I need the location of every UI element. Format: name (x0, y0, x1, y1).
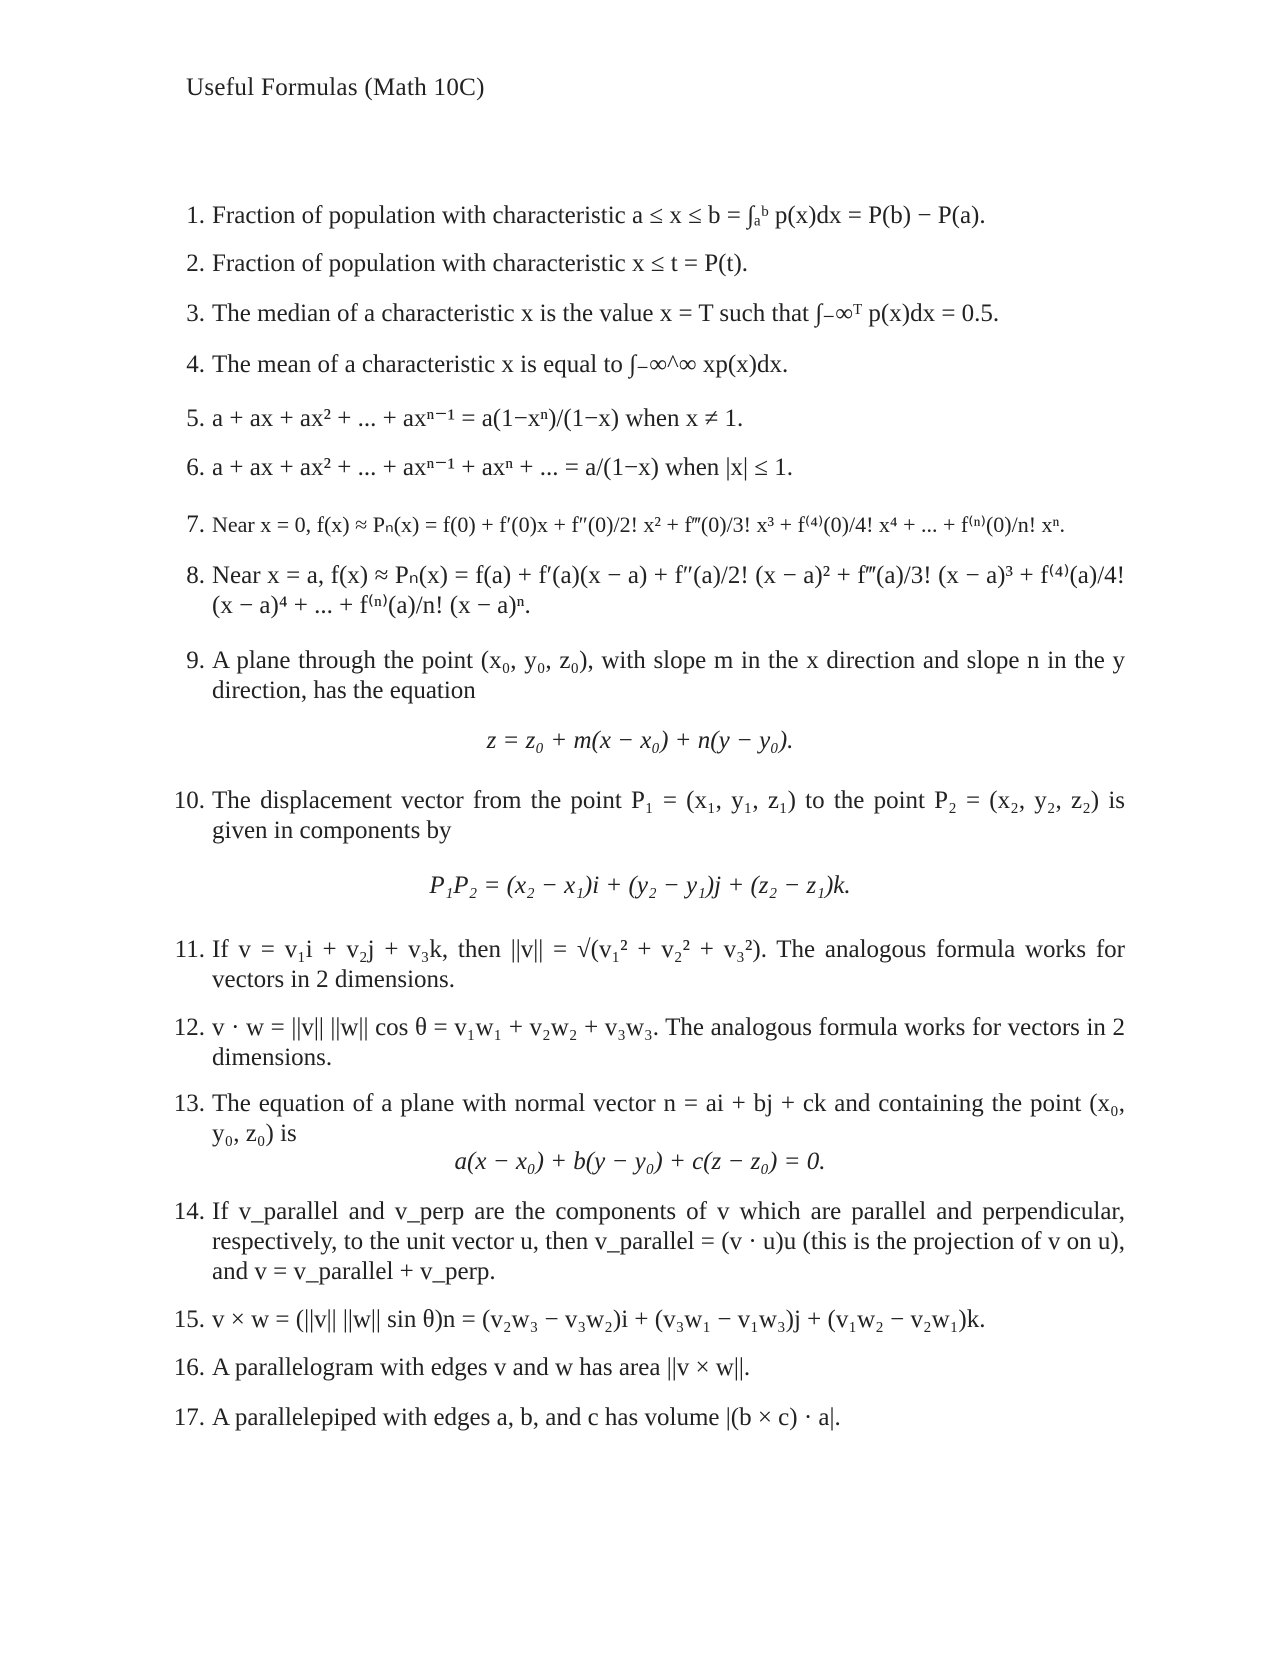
formula-text: The displacement vector from the point P₁ = (x₁, y₁, z₁) to the point P₂ = (x₂, y₂, z₂) is given in components by (212, 787, 1125, 844)
formula-text: A plane through the point (x₀, y₀, z₀), with slope m in the x direction and slope n in the y direction, has the equation (212, 647, 1125, 704)
formula-text: A parallelepiped with edges a, b, and c has volume |(b × c) · a|. (212, 1404, 841, 1431)
item-number: 12. (173, 1014, 205, 1041)
formula-text: v × w = (||v|| ||w|| sin θ)n = (v₂w₃ − v₃w₂)i + (v₃w₁ − v₁w₃)j + (v₁w₂ − v₂w₁)k. (212, 1306, 986, 1333)
item-number: 8. (186, 562, 205, 589)
formula-item-10 (165, 786, 1125, 856)
formula-text: If v = v₁i + v₂j + v₃k, then ||v|| = √(v₁² + v₂² + v₃²). The analogous formula works for vectors in 2 dimensions. (212, 936, 1125, 993)
display-equation-13: a(x − x₀) + b(y − y₀) + c(z − z₀) = 0. (454, 1148, 826, 1175)
item-number: 3. (186, 300, 205, 327)
item-number: 11. (174, 936, 205, 963)
item-number: 1. (186, 202, 205, 229)
formula-item-9 (165, 646, 1125, 716)
item-number: 4. (186, 351, 205, 378)
formula-text: Fraction of population with characteristic x ≤ t = P(t). (212, 250, 749, 277)
formula-text: Near x = 0, f(x) ≈ Pₙ(x) = f(0) + f′(0)x + f″(0)/2! x² + f‴(0)/3! x³ + f⁽⁴⁾(0)/4! x⁴ + ... + f⁽ⁿ⁾(0)/n! xⁿ. (212, 512, 1065, 537)
formula-item-14 (165, 1197, 1125, 1297)
item-number: 15. (173, 1306, 205, 1333)
formula-text: The mean of a characteristic x is equal to ∫₋∞^∞ xp(x)dx. (212, 351, 789, 378)
item-number: 7. (186, 511, 205, 538)
item-number: 2. (186, 250, 205, 277)
formula-item-12 (165, 1013, 1125, 1083)
formula-item-11 (165, 935, 1125, 1005)
item-number: 9. (186, 647, 205, 674)
formula-text: The equation of a plane with normal vector n = ai + bj + ck and containing the point (x₀, y₀, z₀) is (212, 1090, 1125, 1147)
display-equation-10: P₁P₂ = (x₂ − x₁)i + (y₂ − y₁)j + (z₂ − z₁)k. (429, 872, 851, 899)
formula-text: a + ax + ax² + ... + axⁿ⁻¹ + axⁿ + ... = a/(1−x) when |x| ≤ 1. (212, 454, 794, 481)
item-number: 14. (173, 1198, 205, 1225)
formula-item-8 (165, 561, 1125, 631)
formula-text: Near x = a, f(x) ≈ Pₙ(x) = f(a) + f′(a)(x − a) + f″(a)/2! (x − a)² + f‴(a)/3! (x − a)³ + f⁽⁴⁾(a)/4! (x − a)⁴ + ... + f⁽ⁿ⁾(a)/n! (x − a)ⁿ. (212, 562, 1125, 619)
formula-text: The median of a characteristic x is the value x = T such that ∫₋∞ᵀ p(x)dx = 0.5. (212, 300, 1000, 327)
formula-text: A parallelogram with edges v and w has area ||v × w||. (212, 1354, 751, 1381)
formula-text: v · w = ||v|| ||w|| cos θ = v₁w₁ + v₂w₂ + v₃w₃. The analogous formula works for vectors in 2 dimensions. (212, 1014, 1125, 1071)
item-number: 13. (173, 1090, 205, 1117)
item-number: 17. (173, 1404, 205, 1431)
page-title: Useful Formulas (Math 10C) (186, 74, 485, 101)
item-number: 16. (173, 1354, 205, 1381)
item-number: 5. (186, 405, 205, 432)
formula-text: If v_parallel and v_perp are the components of v which are parallel and perpendicular, respectively, to the unit vector u, then v_parallel = (v · u)u (this is the projection of v on u), and v = v_parallel + v_perp. (212, 1198, 1125, 1285)
item-number: 10. (173, 787, 205, 814)
formula-text: a + ax + ax² + ... + axⁿ⁻¹ = a(1−xⁿ)/(1−x) when x ≠ 1. (212, 405, 744, 432)
item-number: 6. (186, 454, 205, 481)
display-equation-9: z = z₀ + m(x − x₀) + n(y − y₀). (486, 727, 794, 754)
formula-text: Fraction of population with characteristic a ≤ x ≤ b = ∫ₐᵇ p(x)dx = P(b) − P(a). (212, 202, 986, 229)
